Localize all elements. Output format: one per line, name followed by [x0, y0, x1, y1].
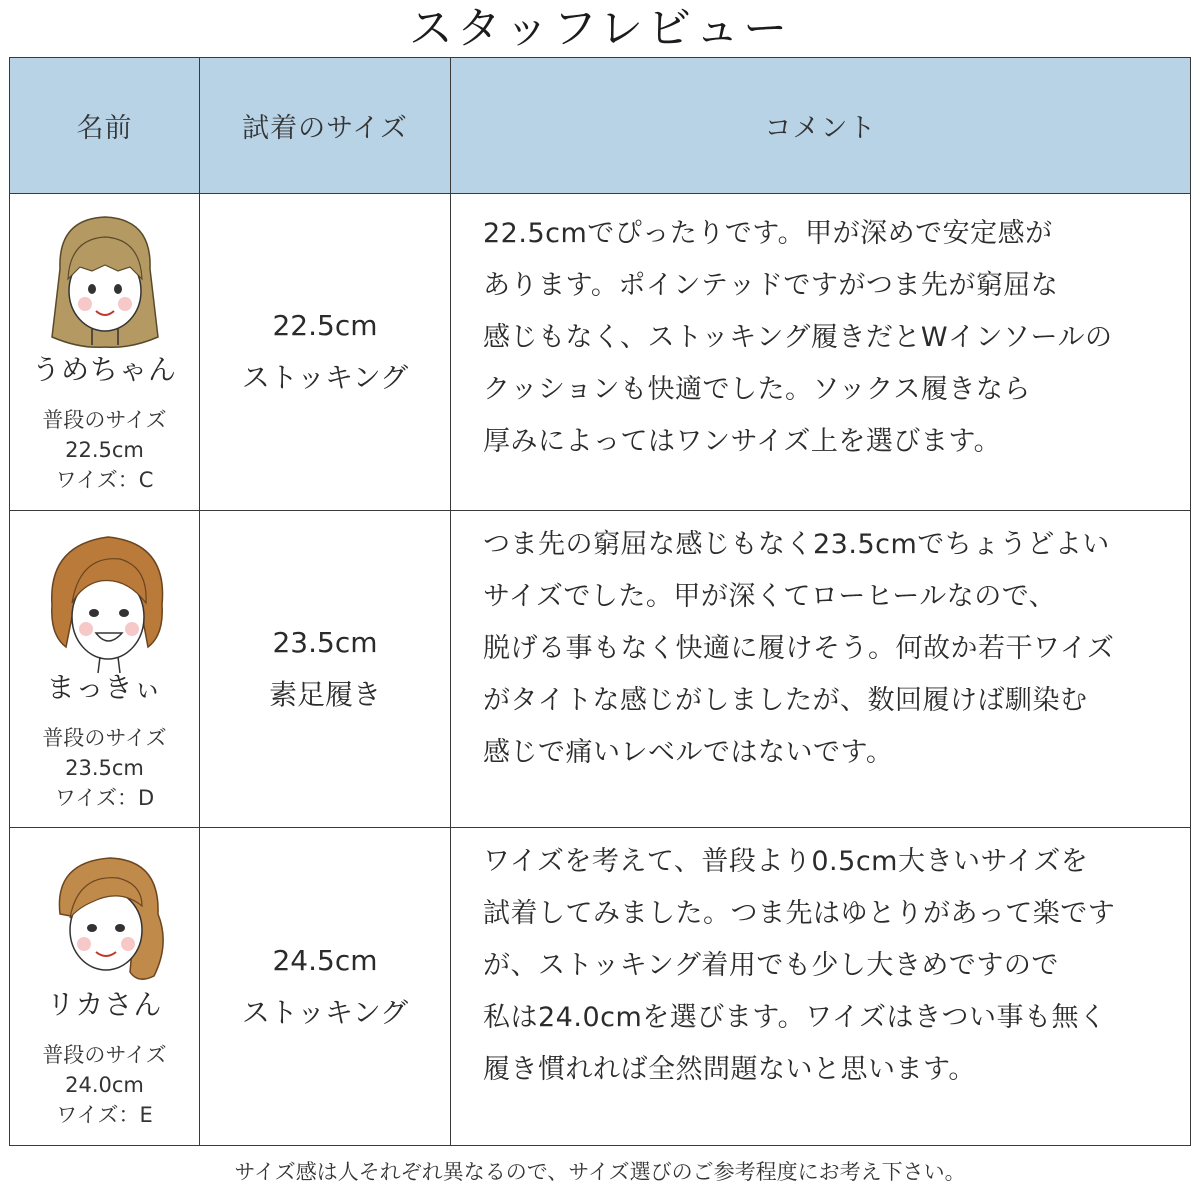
staff-name: リカさん	[46, 987, 163, 1021]
comment-line: 私は24.0cmを選びます。ワイズはきつい事も無く	[483, 1002, 1107, 1033]
comment-line: 厚みによってはワンサイズ上を選びます。	[483, 426, 1002, 457]
comment-line: ワイズを考えて、普段より0.5cm大きいサイズを	[483, 846, 1089, 877]
usual-width-value: ワイズ：C	[55, 468, 154, 492]
usual-size-label: 普段のサイズ	[42, 1042, 167, 1067]
comment-cell	[451, 194, 1191, 511]
comment-line: 22.5cmでぴったりです。甲が深めで安定感が	[483, 218, 1053, 249]
try-size-cell	[200, 194, 451, 511]
comment-cell	[451, 511, 1191, 828]
try-size-value: 22.5cm	[272, 309, 378, 342]
comment-line: 感じもなく、ストッキング履きだとWインソールの	[483, 322, 1113, 353]
usual-size-label: 普段のサイズ	[42, 408, 167, 432]
comment-line: 履き慣れれば全然問題ないと思います。	[483, 1054, 976, 1085]
table-header-row	[10, 58, 1191, 194]
staff-cell	[10, 194, 200, 511]
header-size: 試着のサイズ	[200, 58, 451, 194]
staff-avatar-illustration	[30, 525, 180, 675]
header-comment: コメント	[451, 58, 1191, 194]
staff-avatar-illustration	[30, 209, 180, 357]
usual-size-block	[10, 723, 199, 813]
comment-line: が、ストッキング着用でも少し大きめですので	[483, 950, 1059, 981]
try-size-value: 24.5cm	[272, 943, 378, 977]
comment-text	[483, 836, 1190, 1096]
try-size-cell	[200, 828, 451, 1146]
usual-size-block	[10, 1040, 199, 1130]
comment-text	[483, 519, 1190, 779]
comment-line: つま先の窮屈な感じもなく23.5cmでちょうどよい	[483, 529, 1110, 560]
try-condition: ストッキング	[241, 361, 409, 394]
staff-cell	[10, 511, 200, 828]
table-row	[10, 828, 1191, 1146]
staff-name: うめちゃん	[31, 353, 177, 386]
comment-line: 試着してみました。つま先はゆとりがあって楽です	[483, 898, 1116, 929]
comment-line: クッションも快適でした。ソックス履きなら	[483, 374, 1031, 405]
usual-size-label: 普段のサイズ	[42, 726, 167, 750]
usual-size-value: 23.5cm	[65, 756, 144, 780]
usual-width-value: ワイズ：E	[56, 1102, 153, 1127]
table-row	[10, 511, 1191, 828]
usual-size-value: 22.5cm	[65, 438, 144, 462]
comment-text	[483, 208, 1190, 468]
table-row	[10, 194, 1191, 511]
usual-width-value: ワイズ：D	[54, 786, 155, 810]
staff-cell	[10, 828, 200, 1146]
usual-size-block	[10, 405, 199, 495]
staff-review-table	[9, 57, 1191, 1146]
try-size-cell	[200, 511, 451, 828]
comment-line: あります。ポインテッドですがつま先が窮屈な	[483, 270, 1059, 301]
staff-name: まっきぃ	[46, 671, 163, 704]
try-condition: ストッキング	[241, 995, 409, 1029]
comment-line: 感じで痛いレベルではないです。	[483, 737, 894, 768]
comment-line: がタイトな感じがしましたが、数回履けば馴染む	[483, 685, 1088, 716]
comment-line: サイズでした。甲が深くてローヒールなので、	[483, 581, 1057, 612]
usual-size-value: 24.0cm	[65, 1072, 144, 1097]
comment-line: 脱げる事もなく快適に履けそう。何故か若干ワイズ	[483, 633, 1115, 664]
footnote: サイズ感は人それぞれ異なるので、サイズ選びのご参考程度にお考え下さい。	[234, 1160, 966, 1184]
header-name: 名前	[10, 58, 200, 194]
page-title: スタッフレビュー	[408, 3, 792, 54]
try-size-value: 23.5cm	[272, 626, 378, 659]
comment-cell	[451, 828, 1191, 1146]
try-condition: 素足履き	[268, 678, 381, 711]
staff-avatar-illustration	[30, 844, 180, 992]
